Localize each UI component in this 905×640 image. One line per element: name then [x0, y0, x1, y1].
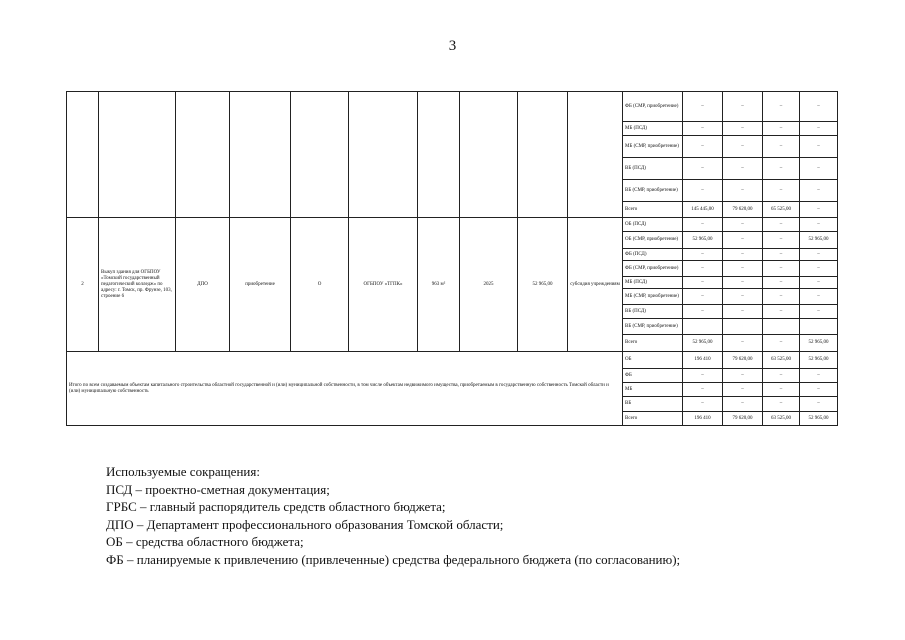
funding-source-cell: ВБ (СМР, приобретение) [623, 180, 683, 202]
funding-source-cell: ФБ (СМР, приобретение) [623, 92, 683, 122]
table-row [67, 352, 838, 369]
continuation-cell [176, 92, 230, 218]
value-cell: 52 965,00 [800, 412, 838, 426]
abbreviation-item: ОБ – средства областного бюджета; [106, 534, 304, 549]
value-cell: – [763, 261, 800, 277]
continuation-cell [460, 92, 518, 218]
value-cell: – [723, 335, 763, 352]
value-cell: – [683, 397, 723, 412]
funding-source-cell: Всего [623, 412, 683, 426]
value-cell: – [800, 92, 838, 122]
capital-objects-table [66, 91, 838, 426]
value-cell: – [683, 158, 723, 180]
value-cell: – [723, 383, 763, 397]
value-cell: – [763, 277, 800, 289]
continuation-cell [349, 92, 418, 218]
value-cell: 196 410 [683, 352, 723, 369]
value-cell [763, 319, 800, 335]
value-cell: – [683, 289, 723, 305]
value-cell: 65 525,00 [763, 202, 800, 218]
value-cell: 145 445,00 [683, 202, 723, 218]
capacity-cell: 963 м² [418, 218, 460, 352]
value-cell: – [800, 180, 838, 202]
abbreviations-heading: Используемые сокращения: [106, 464, 260, 479]
value-cell: – [763, 305, 800, 319]
value-cell: – [723, 305, 763, 319]
value-cell: – [683, 305, 723, 319]
value-cell: – [723, 136, 763, 158]
funding-source-cell: ФБ (СМР, приобретение) [623, 261, 683, 277]
value-cell: – [723, 397, 763, 412]
funding-source-cell: МБ [623, 383, 683, 397]
value-cell: – [683, 218, 723, 232]
funding-source-cell: ОБ [623, 352, 683, 369]
value-cell: – [683, 277, 723, 289]
page-number: 3 [448, 38, 457, 54]
continuation-cell [230, 92, 291, 218]
funding-source-cell: МБ (ПСД) [623, 277, 683, 289]
value-cell: 52 965,00 [800, 232, 838, 249]
value-cell: 52 965,00 [800, 352, 838, 369]
value-cell: – [683, 92, 723, 122]
value-cell: – [763, 335, 800, 352]
value-cell: – [763, 383, 800, 397]
value-cell: – [763, 92, 800, 122]
value-cell: – [723, 232, 763, 249]
funding-source-cell: ОБ (СМР, приобретение) [623, 232, 683, 249]
summary-label: Итого по всем создаваемым объектам капитального строительства областной государственной и (или) муниципальной собственности, в том числе объектам недвижимого имущества, приобретаемым в государственную собственность Томской области и (или) муниципальную собственность [67, 352, 623, 426]
abbreviation-item: ДПО – Департамент профессионального образования Томской области; [106, 516, 504, 532]
value-cell: – [800, 136, 838, 158]
work-type-cell: приобретение [230, 218, 291, 352]
funding-source-cell: ОБ (ПСД) [623, 218, 683, 232]
value-cell: 63 525,00 [763, 412, 800, 426]
abbreviation-item: ПСД – проектно-сметная документация; [106, 481, 330, 497]
value-cell: – [723, 122, 763, 136]
continuation-cell [518, 92, 568, 218]
value-cell [800, 319, 838, 335]
value-cell: 79 620,00 [723, 352, 763, 369]
value-cell: – [763, 218, 800, 232]
value-cell: – [800, 261, 838, 277]
table-row [67, 92, 838, 122]
value-cell [723, 319, 763, 335]
value-cell: – [723, 261, 763, 277]
value-cell: – [800, 305, 838, 319]
value-cell: – [800, 202, 838, 218]
value-cell: 79 620,00 [723, 202, 763, 218]
funding-source-cell: ФБ (ПСД) [623, 249, 683, 261]
value-cell: – [763, 249, 800, 261]
value-cell: 52 965,00 [683, 335, 723, 352]
table-body [67, 92, 838, 426]
abbreviation-item: ГРБС – главный распорядитель средств областного бюджета; [106, 499, 446, 514]
value-cell: – [800, 397, 838, 412]
funding-source-cell: Всего [623, 335, 683, 352]
object-number: 2 [67, 218, 99, 352]
continuation-cell [418, 92, 460, 218]
form-cell: субсидия учреждениям [568, 218, 623, 352]
value-cell: – [800, 383, 838, 397]
value-cell: – [800, 158, 838, 180]
value-cell: – [683, 136, 723, 158]
value-cell: – [763, 122, 800, 136]
value-cell: 196 410 [683, 412, 723, 426]
value-cell: – [723, 289, 763, 305]
value-cell: 63 525,00 [763, 352, 800, 369]
grbs-cell: ДПО [176, 218, 230, 352]
abbreviation-item: ФБ – планируемые к привлечению (привлеченные) средства федерального бюджета (по согласованию); [106, 551, 681, 567]
value-cell: – [723, 277, 763, 289]
value-cell: – [723, 158, 763, 180]
value-cell: – [763, 158, 800, 180]
value-cell: – [800, 277, 838, 289]
value-cell: – [800, 218, 838, 232]
value-cell: 52 965,00 [683, 232, 723, 249]
funding-source-cell: МБ (ПСД) [623, 122, 683, 136]
value-cell: 79 620,00 [723, 412, 763, 426]
funding-source-cell: ВБ (СМР, приобретение) [623, 319, 683, 335]
year-cell: 2025 [460, 218, 518, 352]
continuation-cell [291, 92, 349, 218]
funding-source-cell: ВБ (ПСД) [623, 305, 683, 319]
value-cell: – [683, 383, 723, 397]
table-row [67, 218, 838, 232]
value-cell: – [723, 249, 763, 261]
value-cell: – [800, 122, 838, 136]
funding-source-cell: ФБ [623, 369, 683, 383]
abbreviations-block [106, 463, 680, 568]
funding-source-cell: Всего [623, 202, 683, 218]
mark-cell: О [291, 218, 349, 352]
value-cell: – [683, 122, 723, 136]
value-cell: – [763, 232, 800, 249]
continuation-cell [67, 92, 99, 218]
funding-source-cell: МБ (СМР, приобретение) [623, 136, 683, 158]
value-cell: – [683, 249, 723, 261]
value-cell: – [723, 92, 763, 122]
funding-source-cell: ВБ [623, 397, 683, 412]
continuation-cell [568, 92, 623, 218]
value-cell: – [763, 180, 800, 202]
value-cell: – [763, 136, 800, 158]
value-cell: – [683, 180, 723, 202]
customer-cell: ОГБПОУ «ТГПК» [349, 218, 418, 352]
value-cell: – [800, 289, 838, 305]
funding-source-cell: ВБ (ПСД) [623, 158, 683, 180]
continuation-cell [99, 92, 176, 218]
value-cell: – [800, 249, 838, 261]
value-cell [683, 319, 723, 335]
value-cell: – [800, 369, 838, 383]
object-name: Выкуп здания для ОГБПОУ «Томский государственный педагогический колледж» по адресу: г. Томск, пр. Фрунзе, 103, строение 6 [99, 218, 176, 352]
value-cell: – [723, 180, 763, 202]
value-cell: – [723, 218, 763, 232]
value-cell: – [683, 369, 723, 383]
funding-source-cell: МБ (СМР, приобретение) [623, 289, 683, 305]
value-cell: – [683, 261, 723, 277]
value-cell: – [763, 397, 800, 412]
value-cell: – [763, 289, 800, 305]
value-cell: 52 965,00 [800, 335, 838, 352]
value-cell: – [763, 369, 800, 383]
cost-cell: 52 965,00 [518, 218, 568, 352]
value-cell: – [723, 369, 763, 383]
